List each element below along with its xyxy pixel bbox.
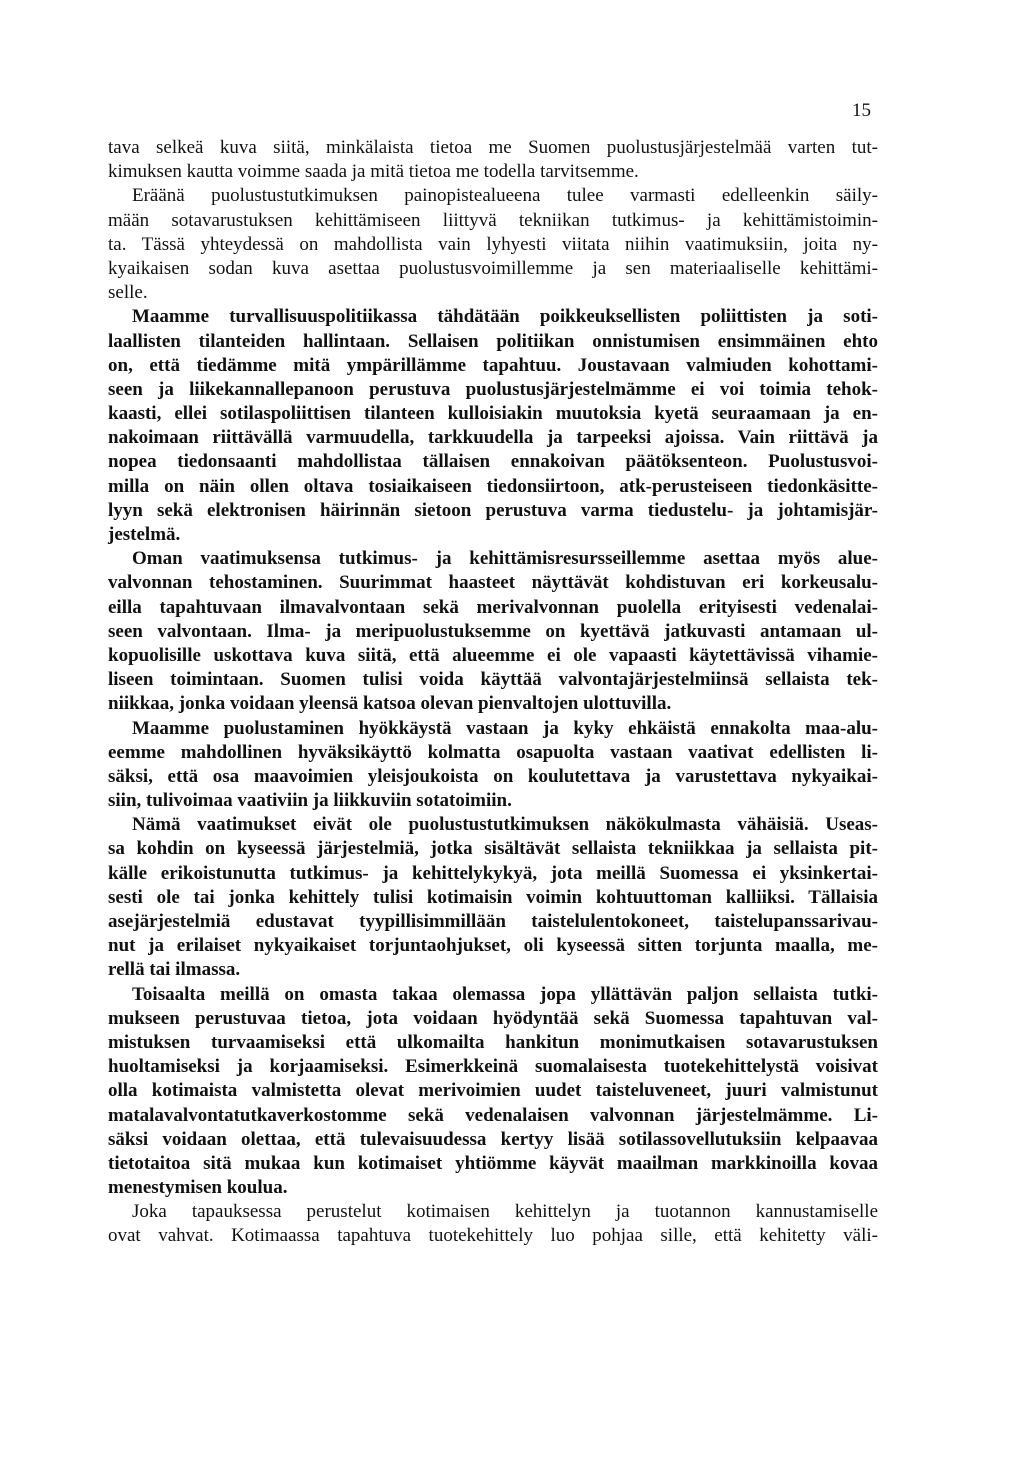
text-line: källe erikoistunutta tutkimus- ja kehittelykykyä, jota meillä Suomessa ei yksinkertai- [108,862,878,884]
text-line: kopuolisille uskottava kuva siitä, että alueemme ei ole vapaasti käytettävissä vihamie- [108,644,878,666]
text-line: säksi, että osa maavoimien yleisjoukoista on koulutettava ja varustettava nykyaikai- [108,765,878,787]
text-line: Oman vaatimuksensa tutkimus- ja kehittämisresursseillemme asettaa myös alue- [132,548,878,570]
text-line: kyaikaisen sodan kuva asettaa puolustusvoimillemme ja sen materiaaliselle kehittämi- [108,257,878,279]
text-line: siin, tulivoimaa vaativiin ja liikkuviin sotatoimiin. [108,790,512,812]
text-line: nakoimaan riittävällä varmuudella, tarkkuudella ja tarpeeksi ajoissa. Vain riittävä ja [108,427,878,449]
text-line: seen valvontaan. Ilma- ja meripuolustuksemme on kyettävä jatkuvasti antamaan ul- [108,620,878,642]
text-line: Joka tapauksessa perustelut kotimaisen kehittelyn ja tuotannon kannustamiselle [132,1201,878,1223]
text-line: huoltamiseksi ja korjaamiseksi. Esimerkkeinä suomalaisesta tuotekehittelystä voisivat [108,1056,878,1078]
paragraph [108,813,878,982]
text-line: selle. [108,282,148,304]
text-line: on, että tiedämme mitä ympärillämme tapahtuu. Joustavaan valmiuden kohottami- [108,354,878,376]
text-line: menestymisen koulua. [108,1177,288,1199]
text-line: niikkaa, jonka voidaan yleensä katsoa olevan pienvaltojen ulottuvilla. [108,693,672,715]
text-line: eemme mahdollinen hyväksikäyttö kolmatta osapuolta vastaan vaativat edellisten li- [108,741,878,763]
text-line: säksi voidaan olettaa, että tulevaisuudessa kertyy lisää sotilassovellutuksiin kelpaavaa [108,1128,878,1150]
text-line: laallisten tilanteiden hallintaan. Sellaisen politiikan onnistumisen ensimmäinen ehto [108,330,878,352]
text-line: ta. Tässä yhteydessä on mahdollista vain lyhyesti viitata niihin vaatimuksiin, joita ny- [108,233,878,255]
text-line: sesti ole tai jonka kehittely tulisi kotimaisin voimin kohtuuttoman kalliiksi. Tällaisia [108,886,878,908]
text-line: Maamme puolustaminen hyökkäystä vastaan ja kyky ehkäistä ennakolta maa-alu- [132,717,878,739]
paragraph [108,184,878,305]
paragraph [108,547,878,716]
text-line: ovat vahvat. Kotimaassa tapahtuva tuotekehittely luo pohjaa sille, että kehitetty väli- [108,1225,878,1247]
text-line: lyyn sekä elektronisen häirinnän sietoon perustuva varma tiedustelu- ja johtamisjär- [108,499,878,521]
text-line: kimuksen kautta voimme saada ja mitä tietoa me todella tarvitsemme. [108,161,639,183]
text-line: milla on näin ollen oltava tosiaikaiseen tiedonsiirtoon, atk-perusteiseen tiedonkäsitte- [108,475,878,497]
text-line: Toisaalta meillä on omasta takaa olemassa jopa yllättävän paljon sellaista tutki- [132,983,878,1005]
text-line: nopea tiedonsaanti mahdollistaa tällaisen ennakoivan päätöksenteon. Puolustusvoi- [108,451,878,473]
page-number: 15 [852,100,871,121]
text-line: seen ja liikekannallepanoon perustuva puolustusjärjestelmämme ei voi toimia tehok- [108,378,878,400]
text-line: mukseen perustuvaa tietoa, jota voidaan hyödyntää sekä Suomessa tapahtuvan val- [108,1007,878,1029]
text-line: nut ja erilaiset nykyaikaiset torjuntaohjukset, oli kyseessä sitten torjunta maalla, me- [108,935,878,957]
paragraph [108,1200,878,1248]
paragraph [108,136,878,184]
text-line: asejärjestelmiä edustavat tyypillisimmillään taistelulentokoneet, taistelupanssarivau- [108,911,878,932]
paragraph [108,717,878,814]
text-line: matalavalvontatutkaverkostomme sekä vedenalaisen valvonnan järjestelmämme. Li- [108,1104,878,1126]
text-line: Eräänä puolustustutkimuksen painopistealueena tulee varmasti edelleenkin säily- [132,185,878,207]
paragraph [108,983,878,1201]
text-line: rellä tai ilmassa. [108,959,241,981]
text-line: valvonnan tehostaminen. Suurimmat haasteet näyttävät kohdistuvan eri korkeusalu- [108,572,878,594]
text-line: Nämä vaatimukset eivät ole puolustustutkimuksen näkökulmasta vähäisiä. Useas- [132,814,878,836]
text-line: tietotaitoa sitä mukaa kun kotimaiset yhtiömme käyvät maailman markkinoilla kovaa [108,1152,878,1174]
text-line: eilla tapahtuvaan ilmavalvontaan sekä merivalvonnan puolella erityisesti vedenalai- [108,596,878,618]
text-line: mistuksen turvaamiseksi että ulkomailta hankitun monimutkaisen sotavarustuksen [108,1031,878,1053]
body-text [108,136,878,1249]
text-line: kaasti, ellei sotilaspoliittisen tilanteen kulloisiakin muutoksia kyetä seuraamaan ja en- [108,403,878,425]
text-line: liseen toimintaan. Suomen tulisi voida käyttää valvontajärjestelmiinsä sellaista tek- [108,669,878,691]
paragraph [108,305,878,547]
text-line: sa kohdin on kyseessä järjestelmiä, jotka sisältävät sellaista tekniikkaa ja sellaista pit- [108,838,878,860]
text-line: tava selkeä kuva siitä, minkälaista tietoa me Suomen puolustusjärjestelmää varten tut- [108,137,878,158]
text-line: olla kotimaista valmistetta olevat merivoimien uudet taisteluveneet, juuri valmistunut [108,1080,878,1102]
text-line: mään sotavarustuksen kehittämiseen liittyvä tekniikan tutkimus- ja kehittämistoimin- [108,209,878,231]
text-line: jestelmä. [108,524,181,545]
text-line: Maamme turvallisuuspolitiikassa tähdätään poikkeuksellisten poliittisten ja soti- [132,306,878,328]
